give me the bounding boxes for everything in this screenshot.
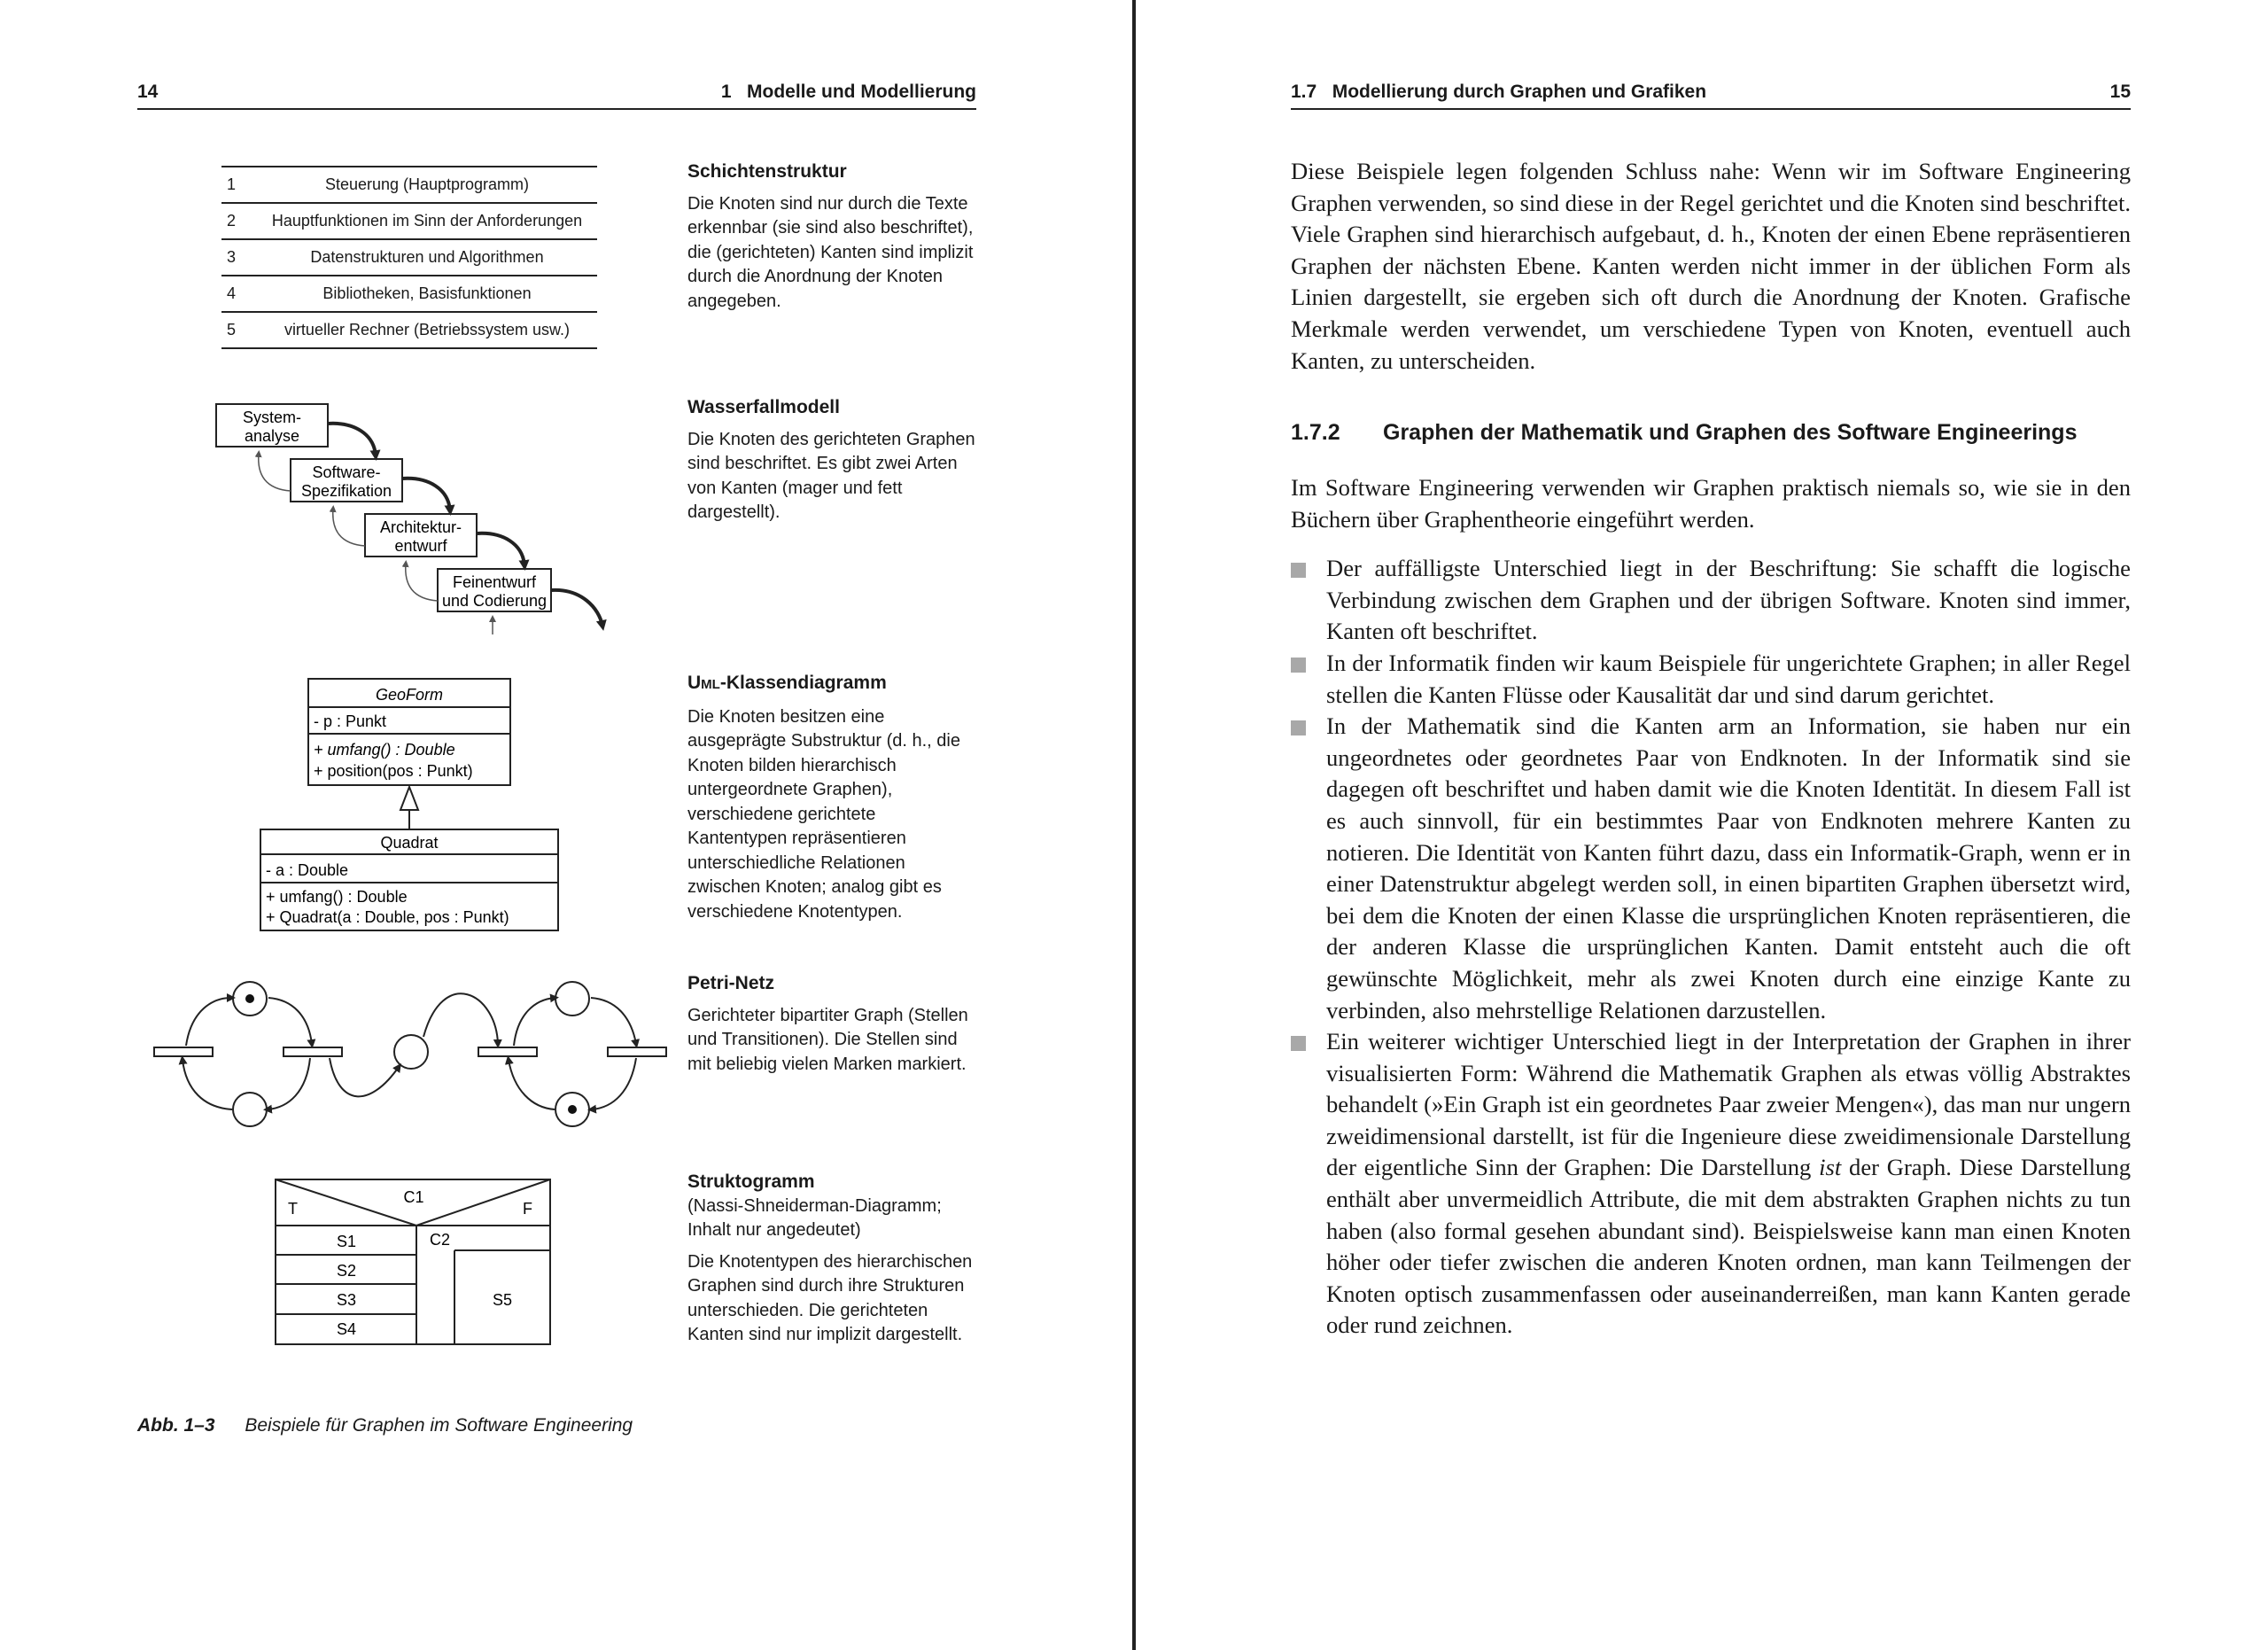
section-header: 1.7 Modellierung durch Graphen und Grafiken bbox=[1291, 82, 1707, 102]
page-number: 14 bbox=[137, 82, 159, 102]
petri-net-diagram bbox=[142, 975, 673, 1134]
petri-place-5 bbox=[555, 1093, 589, 1126]
desc-struktogramm bbox=[687, 1170, 980, 1355]
layers-table-row bbox=[221, 239, 597, 276]
desc-wasserfallmodell bbox=[687, 395, 980, 533]
layers-table bbox=[221, 166, 597, 349]
struktogramm-c2: C2 bbox=[430, 1231, 451, 1249]
layers-table-row bbox=[221, 203, 597, 239]
waterfall-box-3 bbox=[365, 514, 477, 556]
svg-text:Software-: Software- bbox=[312, 463, 381, 481]
petri-place-2 bbox=[233, 1093, 267, 1126]
layers-table-row bbox=[221, 276, 597, 312]
svg-text:Quadrat: Quadrat bbox=[380, 834, 439, 852]
uml-class-quadrat bbox=[260, 829, 558, 930]
uml-class-geoform bbox=[308, 679, 510, 785]
uml-class-diagram bbox=[248, 673, 585, 939]
petri-place-4 bbox=[555, 982, 589, 1016]
struktogramm-s3: S3 bbox=[336, 1291, 357, 1309]
svg-text:entwurf: entwurf bbox=[394, 537, 447, 555]
svg-text:+ Quadrat(a : Double, pos : Pu: + Quadrat(a : Double, pos : Punkt) bbox=[266, 908, 509, 926]
desc-text: Die Knotentypen des hierarchischen Graphen sind durch ihre Strukturen unterschieden. Die gerichteten Kanten sind nur implizit dargestellt. bbox=[687, 1251, 973, 1344]
svg-text:Spezifikation: Spezifikation bbox=[300, 482, 392, 500]
desc-uml-klassendiagramm bbox=[687, 671, 980, 931]
waterfall-forward-edge-4 bbox=[551, 590, 602, 626]
desc-title: Wasserfallmodell bbox=[687, 397, 840, 417]
waterfall-box-4 bbox=[438, 569, 551, 611]
struktogramm-t: T bbox=[288, 1200, 298, 1218]
waterfall-forward-edge-1 bbox=[328, 424, 376, 455]
desc-title: Schichtenstruktur bbox=[687, 161, 847, 182]
layer-label: Steuerung (Hauptprogramm) bbox=[257, 167, 597, 203]
svg-text:+ umfang() : Double: + umfang() : Double bbox=[266, 888, 408, 906]
desc-schichtenstruktur bbox=[687, 160, 980, 321]
desc-title: UML-Klassendiagramm bbox=[687, 673, 887, 693]
figure-caption bbox=[137, 1415, 633, 1436]
right-running-header bbox=[1291, 78, 2131, 110]
waterfall-back-edge-2 bbox=[333, 509, 365, 546]
svg-text:Architektur-: Architektur- bbox=[379, 518, 462, 536]
waterfall-forward-edge-3 bbox=[477, 533, 524, 565]
bullet-item: Der auffälligste Unterschied liegt in der Beschriftung: Sie schafft die logische Verbindung zwischen dem Graphen und der übrigen Software. Knoten sind immer, Kanten oft beschriftet. bbox=[1291, 553, 2131, 648]
uml-generalization-arrow bbox=[400, 787, 418, 829]
subsection-intro: Im Software Engineering verwenden wir Graphen praktisch niemals so, wie sie in den Büchern über Graphentheorie eingeführt werden. bbox=[1291, 474, 2131, 533]
bullet-list bbox=[1291, 553, 2131, 1342]
bullet-square-icon bbox=[1291, 720, 1306, 735]
struktogramm-s1: S1 bbox=[336, 1233, 357, 1250]
layer-label: Datenstrukturen und Algorithmen bbox=[257, 239, 597, 276]
svg-text:+ umfang() : Double: + umfang() : Double bbox=[314, 741, 455, 759]
petri-transition-2 bbox=[284, 1047, 342, 1056]
desc-petri-netz bbox=[687, 971, 980, 1084]
bullet-square-icon bbox=[1291, 1036, 1306, 1051]
waterfall-forward-edge-2 bbox=[402, 479, 450, 510]
svg-text:Feinentwurf: Feinentwurf bbox=[452, 573, 537, 591]
left-page bbox=[0, 0, 1132, 1650]
subsection-body bbox=[1291, 472, 2131, 1342]
right-page bbox=[1136, 0, 2268, 1650]
layer-number: 2 bbox=[221, 203, 257, 239]
layer-number: 3 bbox=[221, 239, 257, 276]
bullet-item: In der Informatik finden wir kaum Beispiele für ungerichtete Graphen; in aller Regel stellen die Kanten Flüsse oder Kausalität dar und sind darum gerichtet. bbox=[1291, 648, 2131, 711]
petri-transition-3 bbox=[478, 1047, 537, 1056]
layers-table-row bbox=[221, 312, 597, 348]
intro-paragraph-block bbox=[1291, 156, 2131, 377]
layer-label: virtueller Rechner (Betriebssystem usw.) bbox=[257, 312, 597, 348]
svg-text:+ position(pos : Punkt): + position(pos : Punkt) bbox=[314, 762, 473, 780]
desc-text: Gerichteter bipartiter Graph (Stellen und Transitionen). Die Stellen sind mit beliebig vielen Marken markiert. bbox=[687, 1005, 968, 1074]
layer-number: 1 bbox=[221, 167, 257, 203]
bullet-square-icon bbox=[1291, 658, 1306, 673]
svg-text:analyse: analyse bbox=[244, 427, 300, 445]
caption-text: Beispiele für Graphen im Software Engineering bbox=[245, 1415, 633, 1436]
struktogramm-s5: S5 bbox=[492, 1291, 513, 1309]
intro-paragraph: Diese Beispiele legen folgenden Schluss nahe: Wenn wir im Software Engineering Graphen verwenden, so sind diese in der Regel gerichtet und die Knoten sind beschriftet. Viele Graphen sind hierarchisch aufgebaut, d. h., Knoten der einen Ebene repräsentieren Graphen der nächsten Ebene. Kanten werden nicht immer in der üblichen Form als Linien dargestellt, sie ergeben sich oft durch die Anordnung der Knoten. Grafische Merkmale werden verwendet, um verschiedene Typen von Knoten, eventuell auch Kanten, zu unterscheiden. bbox=[1291, 158, 2131, 374]
bullet-item: Ein weiterer wichtiger Unterschied liegt in der Interpretation der Graphen in ihrer visualisierten Form: Während die Mathematik Graphen als etwas völlig Abstraktes behandelt (»Ein Graph ist ein geordnetes Paar zweier Mengen«), das man nur ungern zweidimensional darstellt, ist für die Ingenieure diese zweidimensionale Darstellung der eigentliche Sinn der Graphen: Die Darstellung ist der Graph. Diese Darstellung enthält aber unvermeidlich Attribute, die mit dem abstrakten Graphen nichts zu tun haben (also formal gesehen abundant sind). Beispielsweise kann man einen Knoten höher oder tiefer zwischen die anderen Knoten ordnen, man kann Teilmengen der Knoten optisch zusammenfassen oder auseinanderreißen, man kann Kanten gerade oder rund zeichnen. bbox=[1291, 1026, 2131, 1342]
waterfall-back-edge-1 bbox=[259, 454, 291, 491]
desc-subtitle: (Nassi-Shneiderman-Diagramm; Inhalt nur angedeutet) bbox=[687, 1195, 942, 1240]
petri-place-1 bbox=[233, 982, 267, 1016]
desc-text: Die Knoten des gerichteten Graphen sind beschriftet. Es gibt zwei Arten von Kanten (mager und fett dargestellt). bbox=[687, 429, 975, 522]
layers-table-row bbox=[221, 167, 597, 203]
desc-title: Petri-Netz bbox=[687, 973, 775, 993]
struktogramm-s4: S4 bbox=[336, 1320, 357, 1338]
svg-text:- p : Punkt: - p : Punkt bbox=[314, 712, 387, 730]
layer-label: Bibliotheken, Basisfunktionen bbox=[257, 276, 597, 312]
waterfall-box-2 bbox=[291, 459, 402, 502]
subsection-heading bbox=[1291, 420, 2131, 446]
bullet-square-icon bbox=[1291, 563, 1306, 578]
struktogramm-diagram bbox=[270, 1174, 554, 1351]
page-number: 15 bbox=[2109, 82, 2131, 102]
layer-number: 5 bbox=[221, 312, 257, 348]
desc-text: Die Knoten besitzen eine ausgeprägte Substruktur (d. h., die Knoten bilden hierarchisch untergeordnete Graphen), verschiedene gerichtete Kantentypen repräsentieren unterschiedliche Relationen zwischen Knoten; analog gibt es verschiedene Knotentypen. bbox=[687, 706, 960, 922]
waterfall-back-edge-3 bbox=[406, 564, 438, 601]
svg-text:- a : Double: - a : Double bbox=[266, 861, 349, 879]
subsection-number: 1.7.2 bbox=[1291, 420, 1340, 445]
struktogramm-s2: S2 bbox=[336, 1262, 357, 1280]
layer-label: Hauptfunktionen im Sinn der Anforderungen bbox=[257, 203, 597, 239]
svg-text:und Codierung: und Codierung bbox=[441, 592, 548, 610]
waterfall-box-1 bbox=[216, 404, 328, 447]
struktogramm-f: F bbox=[523, 1200, 532, 1218]
subsection-title: Graphen der Mathematik und Graphen des Software Engineerings bbox=[1383, 420, 2078, 445]
svg-text:System-: System- bbox=[242, 409, 302, 426]
desc-title: Struktogramm bbox=[687, 1171, 815, 1192]
petri-place-3 bbox=[394, 1035, 428, 1069]
waterfall-diagram bbox=[142, 390, 638, 638]
bullet-item: In der Mathematik sind die Kanten arm an Information, sie haben nur ein ungeordnetes oder geordnetes Paar von Endknoten. In der Informatik sind sie dagegen oft beschriftet und haben damit wie die Knoten Identität. In diesem Fall ist es auch sinnvoll, für ein bestimmtes Paar von Endknoten mehrere Kanten zu notieren. Die Identität von Kanten führt dazu, dass ein Informatik-Graph, wenn er in einer Datenstruktur abgelegt werden soll, in einen bipartiten Graphen übersetzt wird, bei dem die Knoten der einen Klasse die ursprünglichen Knoten repräsentieren, die der anderen Klasse die ursprünglichen Kanten. Damit entsteht auch die oft gewünschte Möglichkeit, mehr als zwei Knoten durch eine einzige Kante zu verbinden, also mehrstellige Relationen darzustellen. bbox=[1291, 711, 2131, 1026]
layer-number: 4 bbox=[221, 276, 257, 312]
caption-label: Abb. 1–3 bbox=[137, 1415, 215, 1436]
svg-text:GeoForm: GeoForm bbox=[375, 686, 444, 704]
chapter-header: 1 Modelle und Modellierung bbox=[720, 82, 976, 102]
desc-text: Die Knoten sind nur durch die Texte erkennbar (sie sind also beschriftet), die (gerichteten) Kanten sind implizit durch die Anordnung der Knoten angegeben. bbox=[687, 193, 974, 311]
left-running-header bbox=[137, 78, 976, 110]
struktogramm-c1: C1 bbox=[403, 1188, 424, 1206]
petri-transition-1 bbox=[154, 1047, 213, 1056]
petri-transition-4 bbox=[608, 1047, 666, 1056]
